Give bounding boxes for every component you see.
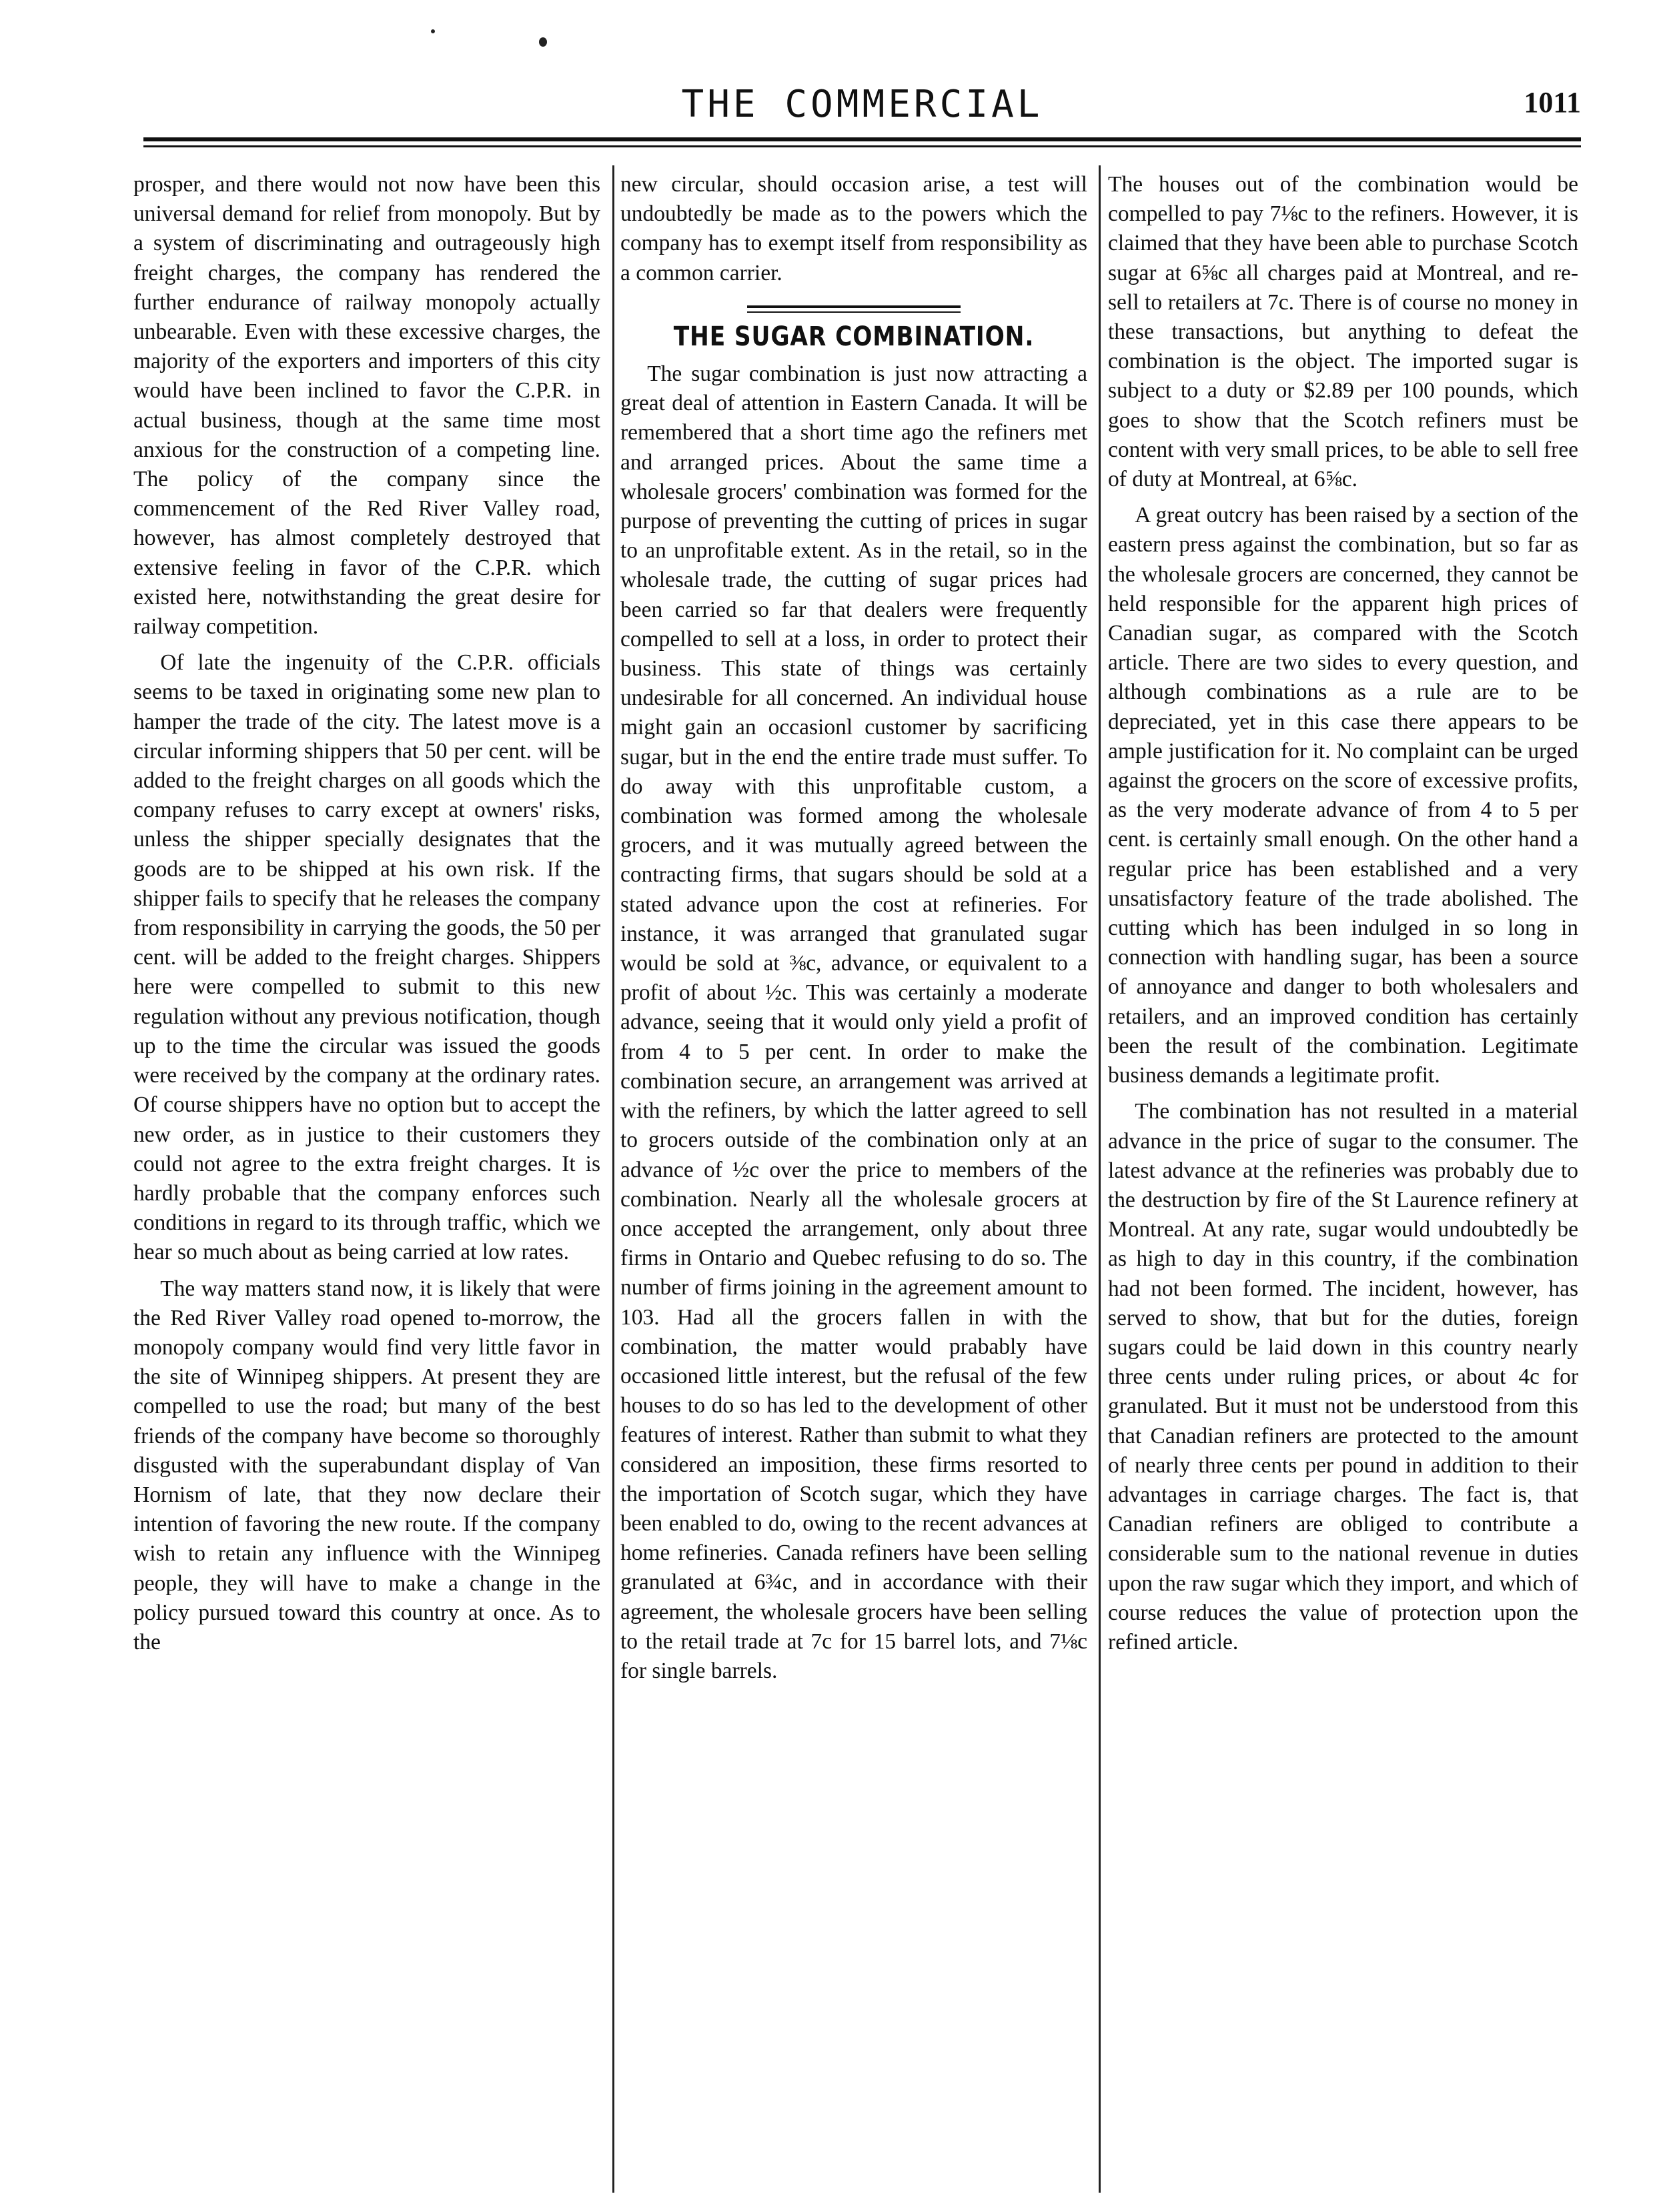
column-rule: [1099, 165, 1101, 2193]
header-rule: [143, 145, 1581, 147]
paragraph: Of late the ingenuity of the C.P.R. officials seems to be taxed in originating some new plan to hamper the trade of the city. The latest move is a circular informing shippers that 50 per cent. will be added to the freight charges on all goods which the company refuses to carry except at owners' risks, unless the shipper specially designates that the goods are to be shipped at his own risk. If the shipper fails to specify that he releases the company from responsibility in carrying the goods, the 50 per cent. will be added to the freight charges. Shippers here were compelled to submit to this new regulation without any previous notification, though up to the time the circular was issued the goods were received by the company at the ordinary rates. Of course shippers have no option but to accept the new order, as in justice to their customers they could not agree to the extra freight charges. It is hardly probable that the company enforces such conditions in regard to its through traffic, which we hear so much about as being carried at low rates.: [133, 650, 600, 1265]
headline-rule: [747, 311, 961, 313]
header-rule: [143, 137, 1581, 141]
page-header: [143, 83, 1581, 129]
paragraph: new circular, should occasion arise, a test will undoubtedly be made as to the powers which the company has to exempt itself from responsibility as a common carrier.: [620, 172, 1087, 285]
column-2: [620, 170, 1087, 2197]
column-1: [133, 170, 600, 2197]
paragraph: A great outcry has been raised by a section of the eastern press against the combination, but so far as the wholesale grocers are concerned, they cannot be held responsible for the apparent high prices of Canadian sugar, as compared with the Scotch article. There are two sides to every question, and although combinations as a rule are to be depreciated, yet in this case there appears to be ample justification for it. No complaint can be urged against the grocers on the score of excessive profits, as the very moderate advance of from 4 to 5 per cent. is certainly small enough. On the other hand a regular price has been established and a very unsatisfactory feature of the trade abolished. The cutting which has been indulged in so long in connection with handling sugar, has been a source of annoyance and danger to both wholesalers and retailers, and an improved condition has certainly been the result of the combination. Legitimate business demands a legitimate profit.: [1108, 503, 1578, 1088]
page-number: 1011: [1524, 86, 1581, 119]
headline-rule: [747, 305, 961, 308]
column-rule: [612, 165, 614, 2193]
paragraph: The way matters stand now, it is likely that were the Red River Valley road opened to-morrow, the monopoly company would find very little favor in the site of Winnipeg shippers. At present they are compelled to use the road; but many of the best friends of the company have become so thoroughly disgusted with the superabundant display of Van Hornism of late, that they now declare their intention of favoring the new route. If the company wish to retain any influence with the Winnipeg people, they will have to make a change in the policy pursued toward this country at once. As to the: [133, 1276, 600, 1654]
paragraph: The sugar combination is just now attracting a great deal of attention in Eastern Canada. It will be remembered that a short time ago the refiners met and arranged prices. About the same time a wholesale grocers' combination was formed for the purpose of preventing the cutting of prices in sugar to an unprofitable extent. As in the retail, so in the wholesale trade, the cutting of sugar prices had been carried so far that dealers were frequently compelled to sell at a loss, in order to protect their business. This state of things was certainly undesirable for all concerned. An individual house might gain an occasionl customer by sacrificing sugar, but in the end the entire trade must suffer. To do away with this unprofitable custom, a combination was formed among the wholesale grocers, and it was mutually agreed between the contracting firms, that sugars should be sold at a stated advance upon the cost at refineries. For instance, it was arranged that granulated sugar would be sold at ⅜c, advance, or equivalent to a profit of about ½c. This was certainly a moderate advance, seeing that it would only yield a profit of from 4 to 5 per cent. In order to make the combination secure, an arrangement was arrived at with the refiners, by which the latter agreed to sell to grocers outside of the combination only at an advance of ½c over the price to members of the combination. Nearly all the wholesale grocers at once accepted the arrangement, only about three firms in Ontario and Quebec refusing to do so. The number of firms joining in the agreement amount to 103. Had all the grocers fallen in with the combination, the matter would prabably have occasioned little interest, but the refusal of the few houses to do so has led to the development of other features of interest. Rather than submit to what they considered an imposition, these firms resorted to the importation of Scotch sugar, which they have been enabled to do, owing to the recent advances at home refineries. Canada refiners have been selling granulated at 6¾c, and in accordance with their agreement, the wholesale grocers have been selling to the retail trade at 7c for 15 barrel lots, and 7⅛c for single barrels.: [620, 361, 1087, 1683]
running-title: THE COMMERCIAL: [681, 83, 1043, 126]
paragraph: The combination has not resulted in a material advance in the price of sugar to the consumer. The latest advance at the refineries was probably due to the destruction by fire of the St Laurence refinery at Montreal. At any rate, sugar would undoubtedly be as high to day in this country, if the combination had not been formed. The incident, however, has served to show, that but for the duties, foreign sugars could be laid down in this country nearly three cents under ruling prices, or about 4c for granulated. But it must not be understood from this that Canadian refiners are protected to the amount of nearly three cents per pound in addition to their advantages in carriage charges. The fact is, that Canadian refiners are obliged to contribute a considerable sum to the national revenue in duties upon the raw sugar which they import, and which of course reduces the value of protection upon the refined article.: [1108, 1099, 1578, 1654]
ink-speck: [431, 29, 435, 33]
paragraph: prosper, and there would not now have been this universal demand for relief from monopoly. But by a system of discriminating and outrageously high freight charges, the company has rendered the further endurance of railway monopoly actually unbearable. Even with these excessive charges, the majority of the exporters and importers of this city would have been inclined to favor the C.P.R. in actual business, though at the same time most anxious for the construction of a competing line. The policy of the company since the commencement of the Red River Valley road, however, has almost completely destroyed that extensive feeling in favor of the C.P.R. which existed here, notwithstanding the great desire for railway competition.: [133, 172, 600, 640]
article-headline: THE SUGAR COMBINATION.: [673, 321, 1035, 352]
column-3: [1108, 170, 1578, 2197]
ink-speck: [539, 37, 547, 47]
paragraph: The houses out of the combination would be compelled to pay 7⅛c to the refiners. However, it is claimed that they have been able to purchase Scotch sugar at 6⅝c all charges paid at Montreal, and re-sell to retailers at 7c. There is of course no money in these transactions, but anything to defeat the combination is the object. The imported sugar is subject to a duty or $2.89 per 100 pounds, which goes to show that the Scotch refiners must be content with very small prices, to be able to sell free of duty at Montreal, at 6⅝c.: [1108, 172, 1578, 492]
